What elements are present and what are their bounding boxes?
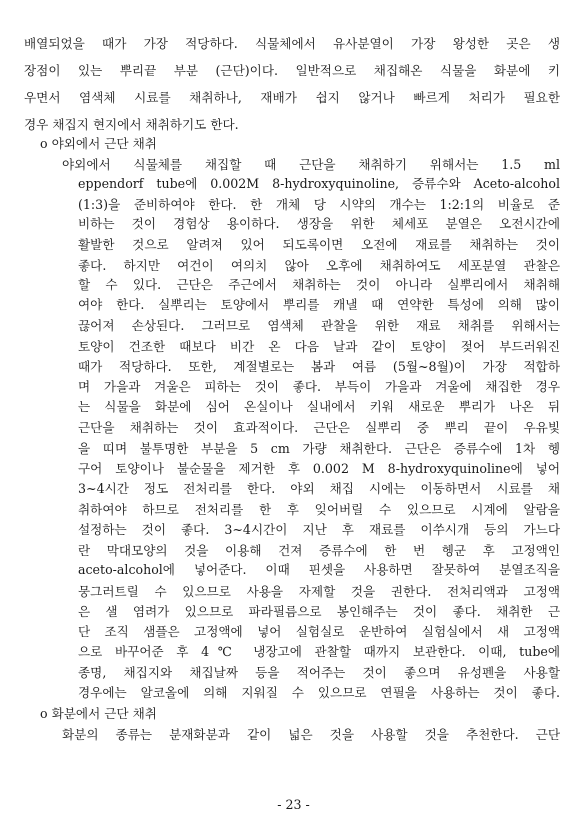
text-line-17: 며 가을과 겨울은 피하는 것이 좋다. 부득이 가을과 겨울에 채집한 경우 [78, 379, 560, 394]
text-line-28: 은 샐 염려가 있으므로 파라필름으로 봉인해주는 것이 좋다. 채취한 근 [78, 604, 560, 619]
text-line-31: 종명, 채집지와 채집날짜 등을 적어주는 것이 좋으며 유성펜을 사용할 [78, 665, 560, 680]
text-line-12: 할 수 있다. 근단은 주근에서 채취하는 것이 아니라 실뿌리에서 채취해 [78, 277, 560, 292]
text-line-6: 야외에서 식물체를 채집할 때 근단을 채취하기 위해서는 1.5 ml [62, 157, 560, 172]
text-line-19: 근단을 채취하는 것이 효과적이다. 근단은 실뿌리 중 뿌리 끝이 우유빛 [78, 420, 560, 435]
text-line-20: 을 띠며 불투명한 부분을 5 cm 가량 채취한다. 근단은 증류수에 1차 헹 [78, 441, 560, 456]
text-line-16: 때가 적당하다. 또한, 계절별로는 봄과 여름 (5월~8월)이 가장 적합하 [78, 359, 560, 374]
text-line-2: 장점이 있는 뿌리끝 부분 (근단)이다. 일반적으로 채집해온 식물을 화분에 키 [24, 63, 560, 78]
page-number: - 23 - [277, 797, 310, 812]
text-line-23: 취하여야 하므로 전처리를 한 후 잊어버릴 수 있으므로 시계에 알람을 [78, 502, 560, 517]
text-line-27: 뭉그러트릴 수 있으므로 사용을 자제할 것을 권한다. 전처리액과 고정액 [78, 584, 560, 599]
text-line-29: 단 조직 샘플은 고정액에 넣어 실험실로 운반하여 실험실에서 새 고정액 [78, 624, 560, 639]
section-heading-pot: o 화분에서 근단 채취 [40, 706, 157, 721]
text-line-26: aceto-alcohol에 넣어준다. 이때 핀셋을 사용하면 잘못하여 분열조직을 [78, 562, 560, 577]
section-heading-field: o 야외에서 근단 채취 [40, 136, 157, 151]
text-line-3: 우면서 염색체 시료를 채취하나, 재배가 쉽지 않거나 빠르게 처리가 필요한 [24, 90, 560, 105]
text-line-8: (1:3)을 준비하여야 한다. 한 개체 당 시약의 개수는 1:2:1의 비율로 준 [78, 197, 560, 212]
text-line-9: 비하는 것이 경험상 용이하다. 생장을 위한 체세포 분열은 오전시간에 [78, 216, 560, 231]
text-line-34: 화분의 종류는 분재화분과 같이 넓은 것을 사용할 것을 추천한다. 근단 [62, 727, 560, 742]
text-line-24: 설정하는 것이 좋다. 3~4시간이 지난 후 재료를 이쑤시개 등의 가느다 [78, 522, 560, 537]
text-line-1: 배열되었을 때가 가장 적당하다. 식물체에서 유사분열이 가장 왕성한 곳은 생 [24, 36, 560, 51]
text-line-15: 토양이 건조한 때보다 비간 온 다음 날과 같이 토양이 젖어 부드러워진 [78, 339, 560, 354]
text-line-14: 끊어져 손상된다. 그러므로 염색체 관찰을 위한 재료 채취를 위해서는 [78, 318, 560, 333]
text-line-7: eppendorf tube에 0.002M 8-hydroxyquinoline, 증류수와 Aceto-alcohol [78, 176, 560, 191]
text-line-22: 3~4시간 정도 전처리를 한다. 야외 채집 시에는 이동하면서 시료를 채 [78, 481, 560, 496]
text-line-30: 으로 바꾸어준 후 4℃ 냉장고에 관찰할 때까지 보관한다. 이때, tube에 [78, 644, 560, 659]
text-line-11: 좋다. 하지만 여건이 여의치 않아 오후에 채취하여도 세포분열 관찰은 [78, 258, 560, 273]
text-line-18: 는 식물을 화분에 심어 온실이나 실내에서 키워 새로운 뿌리가 나온 뒤 [78, 399, 560, 414]
text-line-32: 경우에는 알코올에 의해 지워질 수 있으므로 연필을 사용하는 것이 좋다. [78, 685, 560, 700]
text-line-25: 란 막대모양의 것을 이용해 건져 증류수에 한 번 헹군 후 고정액인 [78, 543, 560, 558]
text-line-21: 구어 토양이나 불순물을 제거한 후 0.002 M 8-hydroxyquinoline에 넣어 [78, 461, 560, 476]
text-line-4: 경우 채집지 현지에서 채취하기도 한다. [24, 117, 239, 132]
text-line-13: 여야 한다. 실뿌리는 토양에서 뿌리를 캐낼 때 연약한 특성에 의해 많이 [78, 297, 560, 312]
text-line-10: 활발한 것으로 알려져 있어 되도록이면 오전에 재료를 채취하는 것이 [78, 237, 560, 252]
